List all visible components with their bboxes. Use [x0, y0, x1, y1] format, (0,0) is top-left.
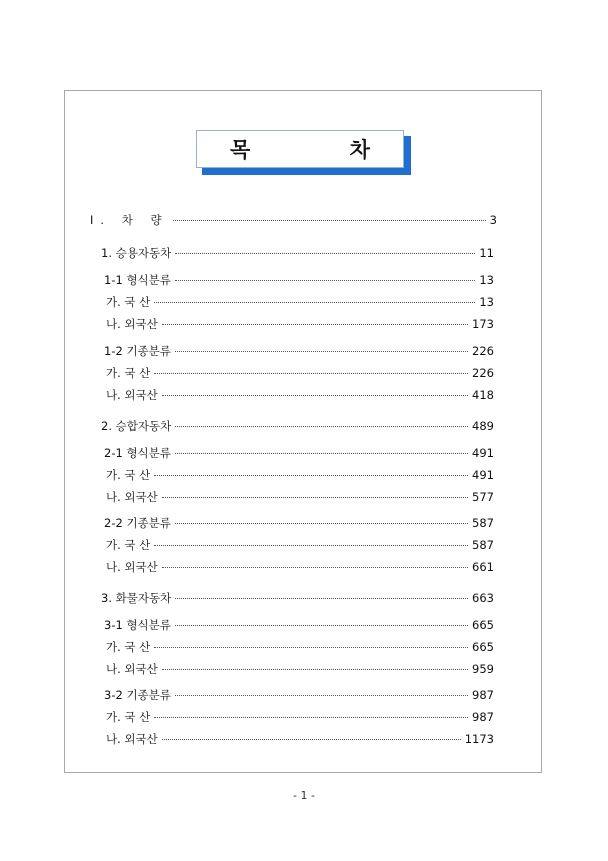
- toc-entry[interactable]: [106, 387, 494, 403]
- toc-entry[interactable]: [106, 467, 494, 483]
- toc-entry[interactable]: [106, 537, 494, 553]
- toc-entry-label: 1-2 기종분류: [104, 344, 171, 358]
- toc-entry-label: 3-1 형식분류: [104, 618, 171, 632]
- toc-dot-leader: [175, 453, 468, 454]
- toc-entry-page: 3: [489, 213, 497, 227]
- toc-dot-leader: [175, 598, 468, 599]
- toc-entry-page: 13: [479, 273, 494, 287]
- toc-entry[interactable]: [104, 445, 494, 461]
- toc-entry[interactable]: [106, 365, 494, 381]
- toc-entry-page: 987: [472, 710, 494, 724]
- toc-entry-page: 1173: [464, 732, 494, 746]
- toc-entry[interactable]: [106, 731, 494, 747]
- toc-entry[interactable]: [106, 559, 494, 575]
- toc-entry-label: 1. 승용자동차: [101, 246, 172, 260]
- toc-entry-label: 3. 화물자동차: [101, 591, 172, 605]
- toc-entry-page: 491: [472, 468, 494, 482]
- toc-entry[interactable]: [101, 590, 494, 606]
- toc-entry-label: 1-1 형식분류: [104, 273, 171, 287]
- toc-dot-leader: [162, 395, 468, 396]
- toc-dot-leader: [175, 523, 468, 524]
- toc-entry[interactable]: [104, 617, 494, 633]
- toc-dot-leader: [162, 739, 461, 740]
- toc-entry-page: 959: [472, 662, 494, 676]
- toc-entry-label: 3-2 기종분류: [104, 688, 171, 702]
- toc-entry-label: 나. 외국산: [106, 732, 158, 746]
- toc-entry[interactable]: [104, 272, 494, 288]
- toc-entry-page: 665: [472, 640, 494, 654]
- toc-entry-label: 가. 국 산: [106, 710, 151, 724]
- toc-entry[interactable]: [106, 294, 494, 310]
- toc-dot-leader: [175, 625, 468, 626]
- toc-dot-leader: [154, 475, 468, 476]
- toc-entry[interactable]: [104, 515, 494, 531]
- toc-dot-leader: [154, 373, 468, 374]
- toc-entry-page: 663: [472, 591, 494, 605]
- toc-dot-leader: [162, 567, 468, 568]
- toc-entry-page: 11: [479, 246, 494, 260]
- toc-dot-leader: [173, 220, 486, 221]
- toc-dot-leader: [154, 302, 475, 303]
- toc-entry-page: 173: [472, 317, 494, 331]
- toc-entry[interactable]: [106, 316, 494, 332]
- toc-dot-leader: [154, 545, 468, 546]
- toc-entry-page: 587: [472, 538, 494, 552]
- toc-dot-leader: [175, 695, 468, 696]
- toc-dot-leader: [154, 717, 468, 718]
- toc-entry-page: 226: [472, 344, 494, 358]
- toc-dot-leader: [162, 324, 468, 325]
- toc-entry-page: 661: [472, 560, 494, 574]
- toc-entry-label: 가. 국 산: [106, 468, 151, 482]
- page-number-footer: - 1 -: [293, 789, 315, 802]
- toc-entry-page: 665: [472, 618, 494, 632]
- toc-entry-page: 226: [472, 366, 494, 380]
- toc-dot-leader: [175, 280, 475, 281]
- toc-entry[interactable]: [90, 212, 497, 228]
- page-title: 목 차: [230, 138, 416, 162]
- toc-entry[interactable]: [106, 489, 494, 505]
- toc-dot-leader: [162, 669, 468, 670]
- toc-dot-leader: [175, 351, 468, 352]
- toc-entry[interactable]: [104, 687, 494, 703]
- toc-entry-page: 418: [472, 388, 494, 402]
- toc-entry-label: 2-1 형식분류: [104, 446, 171, 460]
- toc-entry-label: 나. 외국산: [106, 490, 158, 504]
- toc-entry-label: 가. 국 산: [106, 538, 151, 552]
- toc-entry-label: 가. 국 산: [106, 366, 151, 380]
- toc-entry-label: 2. 승합자동차: [101, 419, 172, 433]
- toc-entry-page: 577: [472, 490, 494, 504]
- toc-entry-page: 987: [472, 688, 494, 702]
- toc-entry-label: 나. 외국산: [106, 662, 158, 676]
- toc-entry-label: 나. 외국산: [106, 388, 158, 402]
- toc-entry-page: 491: [472, 446, 494, 460]
- toc-entry-page: 587: [472, 516, 494, 530]
- toc-entry[interactable]: [106, 709, 494, 725]
- toc-entry-label: 나. 외국산: [106, 317, 158, 331]
- toc-entry[interactable]: [101, 245, 494, 261]
- toc-entry-label: 가. 국 산: [106, 295, 151, 309]
- toc-entry-label: 나. 외국산: [106, 560, 158, 574]
- toc-entry[interactable]: [104, 343, 494, 359]
- toc-entry[interactable]: [106, 639, 494, 655]
- toc-entry[interactable]: [106, 661, 494, 677]
- toc-dot-leader: [154, 647, 468, 648]
- toc-entry[interactable]: [101, 418, 494, 434]
- toc-entry-label: Ⅰ. 차 량: [90, 213, 169, 227]
- toc-entry-label: 가. 국 산: [106, 640, 151, 654]
- toc-entry-page: 489: [472, 419, 494, 433]
- toc-dot-leader: [162, 497, 468, 498]
- toc-entry-page: 13: [479, 295, 494, 309]
- toc-dot-leader: [175, 426, 468, 427]
- toc-entry-label: 2-2 기종분류: [104, 516, 171, 530]
- toc-dot-leader: [175, 253, 475, 254]
